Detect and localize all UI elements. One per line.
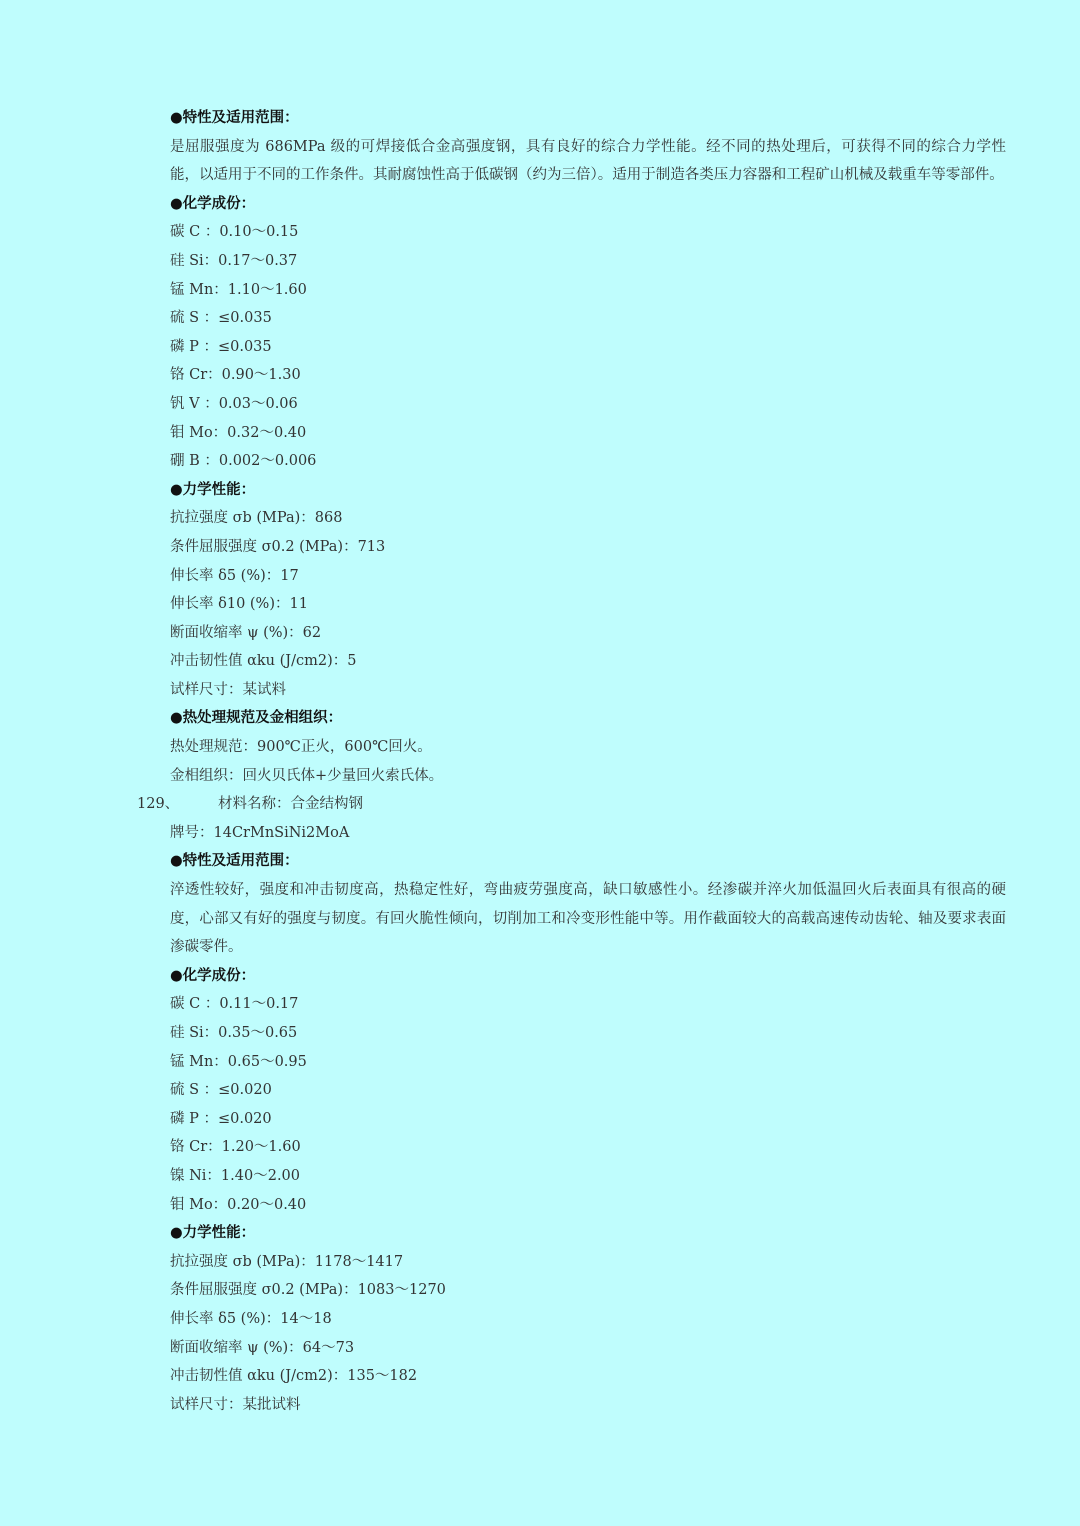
chem-item-ni: 镍 Ni：1.40～2.00 <box>170 1167 301 1184</box>
props-text: 是屈服强度为 686MPa 级的可焊接低合金高强度钢，具有良好的综合力学性能。经不同的热处理后，可获得不同的综合力学性能，以适用于不同的工作条件。其耐腐蚀性高于低碳钢（约为三倍）。适用于制造各类压力容器和工程矿山机械及载重车等零部件。 <box>170 138 1006 184</box>
sample-size: 试样尺寸：某试料 <box>170 681 286 698</box>
item-header <box>0 790 1080 819</box>
sample-size: 试样尺寸：某批试料 <box>170 1396 301 1413</box>
chem-item-s: 硫 S ：≤0.035 <box>170 310 272 327</box>
grade: 牌号：14CrMnSiNi2MoA <box>170 824 350 841</box>
chem-item-p: 磷 P ：≤0.035 <box>170 338 272 355</box>
mech-item: 条件屈服强度 σ0.2 (MPa)：713 <box>170 538 386 555</box>
mech-item: 抗拉强度 σb (MPa)：1178～1417 <box>170 1253 404 1270</box>
mech-item: 伸长率 δ5 (%)：17 <box>170 567 299 584</box>
mech-item: 冲击韧性值 αku (J/cm2)：135～182 <box>170 1368 418 1385</box>
mech-item: 伸长率 δ10 (%)：11 <box>170 596 308 613</box>
chem-item-mn: 锰 Mn：1.10～1.60 <box>170 281 307 298</box>
props-heading: ●特性及适用范围： <box>170 109 299 126</box>
chem-heading: ●化学成份： <box>170 194 256 212</box>
mech-item: 断面收缩率 ψ (%)：64～73 <box>170 1339 355 1356</box>
mech-heading: ●力学性能： <box>170 480 256 498</box>
chem-item-v: 钒 V ：0.03～0.06 <box>170 395 298 412</box>
chem-item-mo: 钼 Mo：0.20～0.40 <box>170 1196 307 1213</box>
mech-item: 条件屈服强度 σ0.2 (MPa)：1083～1270 <box>170 1282 446 1299</box>
chem-item-cr: 铬 Cr：0.90～1.30 <box>170 367 301 384</box>
chem-item-cr: 铬 Cr：1.20～1.60 <box>170 1139 301 1156</box>
microstructure: 金相组织：回火贝氏体+少量回火索氏体。 <box>170 767 444 784</box>
heat-treatment: 热处理规范：900℃正火，600℃回火。 <box>170 739 432 756</box>
material-name: 材料名称：合金结构钢 <box>218 796 363 813</box>
mech-item: 冲击韧性值 αku (J/cm2)：5 <box>170 653 357 670</box>
mech-item: 伸长率 δ5 (%)：14～18 <box>170 1310 332 1327</box>
chem-item-b: 硼 B ：0.002～0.006 <box>170 453 317 470</box>
heat-heading: ●热处理规范及金相组织： <box>170 709 343 727</box>
chem-item-si: 硅 Si：0.17～0.37 <box>170 252 298 269</box>
document-content <box>0 104 1080 1419</box>
chem-heading: ●化学成份： <box>170 966 256 984</box>
chem-item-c: 碳 C ：0.10～0.15 <box>170 224 299 241</box>
chem-item-p: 磷 P ：≤0.020 <box>170 1110 272 1127</box>
chem-item-s: 硫 S ：≤0.020 <box>170 1082 272 1099</box>
chem-item-si: 硅 Si：0.35～0.65 <box>170 1025 298 1041</box>
mech-heading: ●力学性能： <box>170 1224 256 1242</box>
chem-item-mn: 锰 Mn：0.65～0.95 <box>170 1053 307 1070</box>
chem-item-mo: 钼 Mo：0.32～0.40 <box>170 424 307 441</box>
mech-item: 断面收缩率 ψ (%)：62 <box>170 624 322 641</box>
props-heading: ●特性及适用范围： <box>170 852 299 870</box>
chem-item-c: 碳 C ：0.11～0.17 <box>170 996 299 1013</box>
item-number: 129、 <box>137 796 180 813</box>
mech-item: 抗拉强度 σb (MPa)：868 <box>170 510 343 527</box>
props-text: 淬透性较好，强度和冲击韧度高，热稳定性好，弯曲疲劳强度高，缺口敏感性小。经渗碳并淬火加低温回火后表面具有很高的硬度，心部又有好的强度与韧度。有回火脆性倾向，切削加工和冷变形性能中等。用作截面较大的高载高速传动齿轮、轴及要求表面渗碳零件。 <box>170 882 1006 956</box>
